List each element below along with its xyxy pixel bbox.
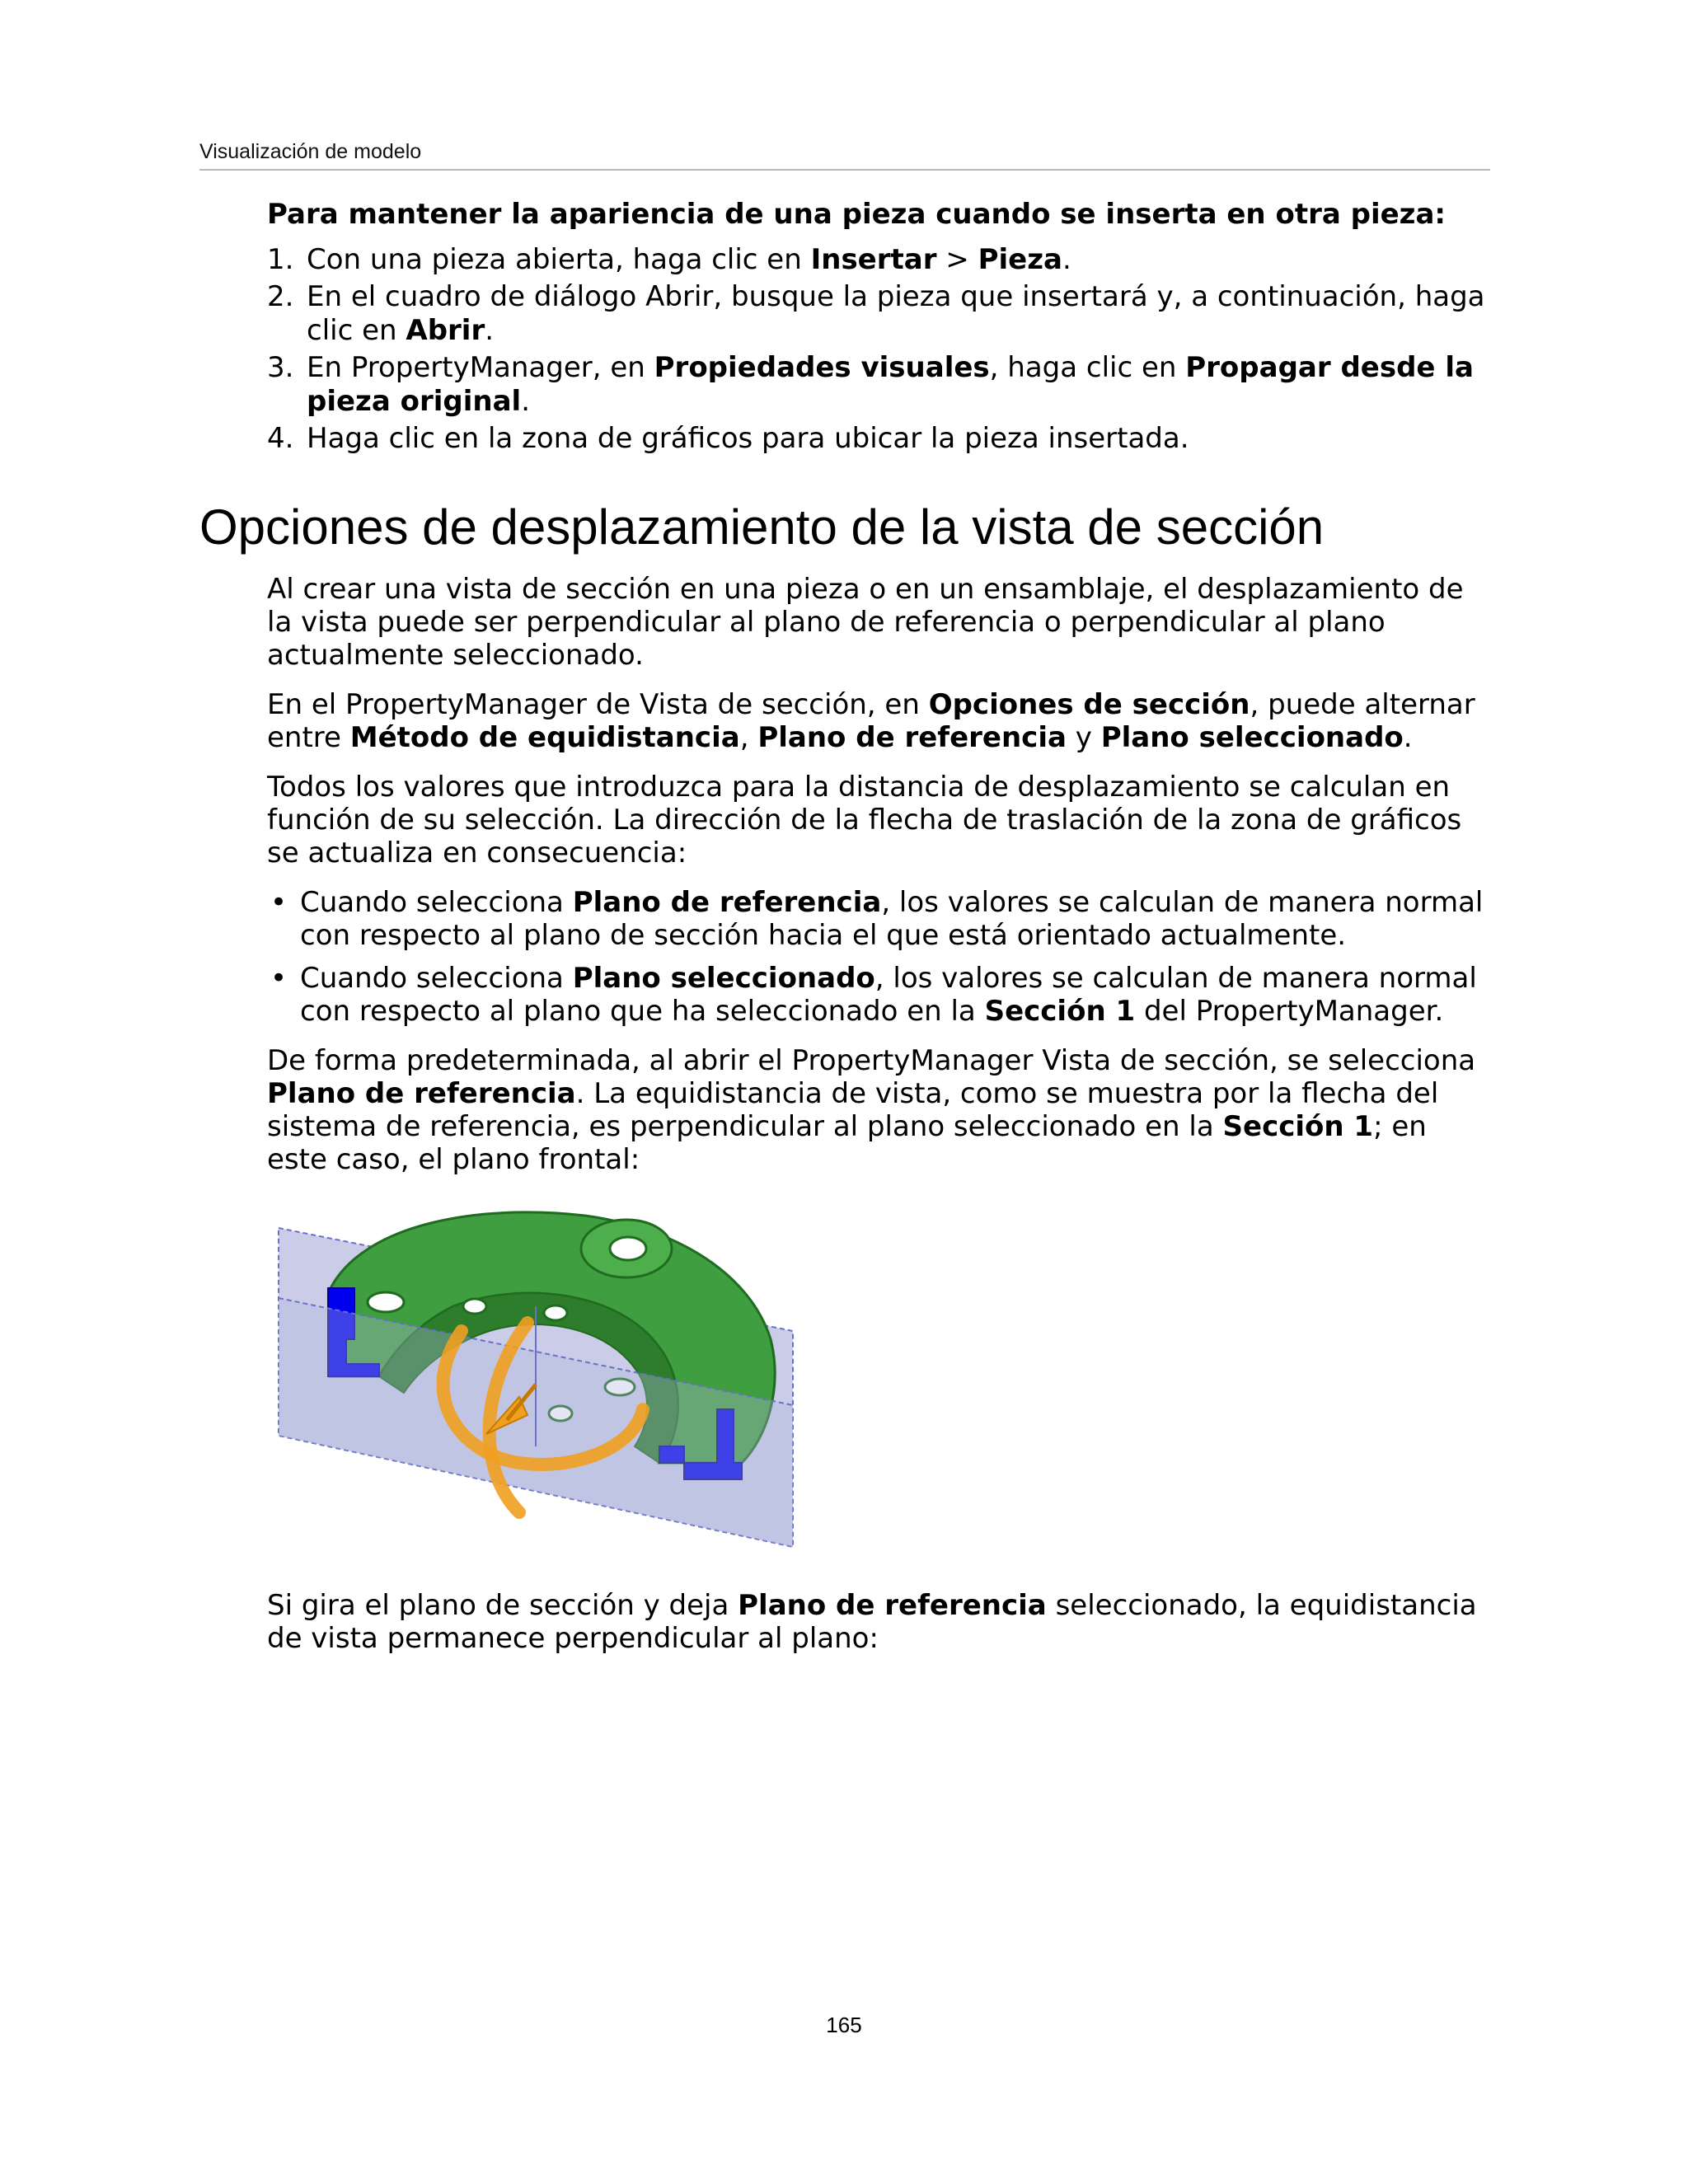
section-body	[267, 573, 1495, 1193]
header-rule	[199, 169, 1490, 171]
procedure-steps	[267, 243, 1495, 456]
paragraph-rotate: Si gira el plano de sección y deja Plano de referencia seleccionado, la equidistancia de vista permanece perpendicular al plano:	[267, 1589, 1477, 1655]
bullet-plano-referencia: • Cuando selecciona Plano de referencia, los valores se calculan de manera normal con respecto al plano de sección hacia el que está orientado actualmente.	[270, 886, 1484, 952]
ui-term-insertar: Insertar	[810, 243, 937, 276]
boss-hole	[610, 1237, 646, 1260]
page-number: 165	[826, 2013, 862, 2037]
selection-bullets	[267, 886, 1495, 1028]
bolt-hole	[544, 1305, 567, 1320]
ui-term-propagar: Propagar desde la pieza original	[307, 351, 1474, 418]
step-2: 2. En el cuadro de diálogo Abrir, busque la pieza que insertará y, a continuación, haga clic en Abrir.	[267, 280, 1485, 347]
ui-term-pieza: Pieza	[978, 243, 1062, 276]
step-3: 3. En PropertyManager, en Propiedades visuales, haga clic en Propagar desde la pieza original.	[267, 351, 1474, 418]
bolt-hole	[368, 1292, 404, 1312]
procedure-block	[267, 198, 1495, 459]
running-header: Visualización de modelo	[199, 140, 422, 163]
bullet-plano-seleccionado: • Cuando selecciona Plano seleccionado, los valores se calculan de manera normal con respecto al plano que ha seleccionado en la Sección 1 del PropertyManager.	[270, 962, 1477, 1028]
procedure-title: Para mantener la apariencia de una pieza cuando se inserta en otra pieza:	[267, 198, 1447, 231]
ui-term-abrir: Abrir	[406, 314, 485, 347]
bolt-hole	[463, 1299, 486, 1314]
section-title: Opciones de desplazamiento de la vista de sección	[199, 499, 1325, 555]
section-view-illustration	[272, 1199, 799, 1554]
ui-term-propiedades-visuales: Propiedades visuales	[654, 351, 990, 384]
paragraph-options: En el PropertyManager de Vista de sección, en Opciones de sección, puede alternar entre Método de equidistancia, Plano de referencia y Plano seleccionado.	[267, 688, 1475, 754]
paragraph-default: De forma predeterminada, al abrir el PropertyManager Vista de sección, se selecciona Plano de referencia. La equidistancia de vista, como se muestra por la flecha del sistema de referencia, es perpendicular al plano seleccionado en la Sección 1; en este caso, el plano frontal:	[267, 1044, 1476, 1176]
paragraph-intro: Al crear una vista de sección en una pieza o en un ensamblaje, el desplazamiento de la vista puede ser perpendicular al plano de referencia o perpendicular al plano actualmente seleccionado.	[267, 573, 1464, 672]
step-1: 1. Con una pieza abierta, haga clic en Insertar > Pieza.	[267, 243, 1071, 276]
paragraph-values: Todos los valores que introduzca para la distancia de desplazamiento se calculan en función de su selección. La dirección de la flecha de traslación de la zona de gráficos se actualiza en consecuencia:	[267, 771, 1462, 869]
step-4: 4. Haga clic en la zona de gráficos para ubicar la pieza insertada.	[267, 422, 1189, 455]
